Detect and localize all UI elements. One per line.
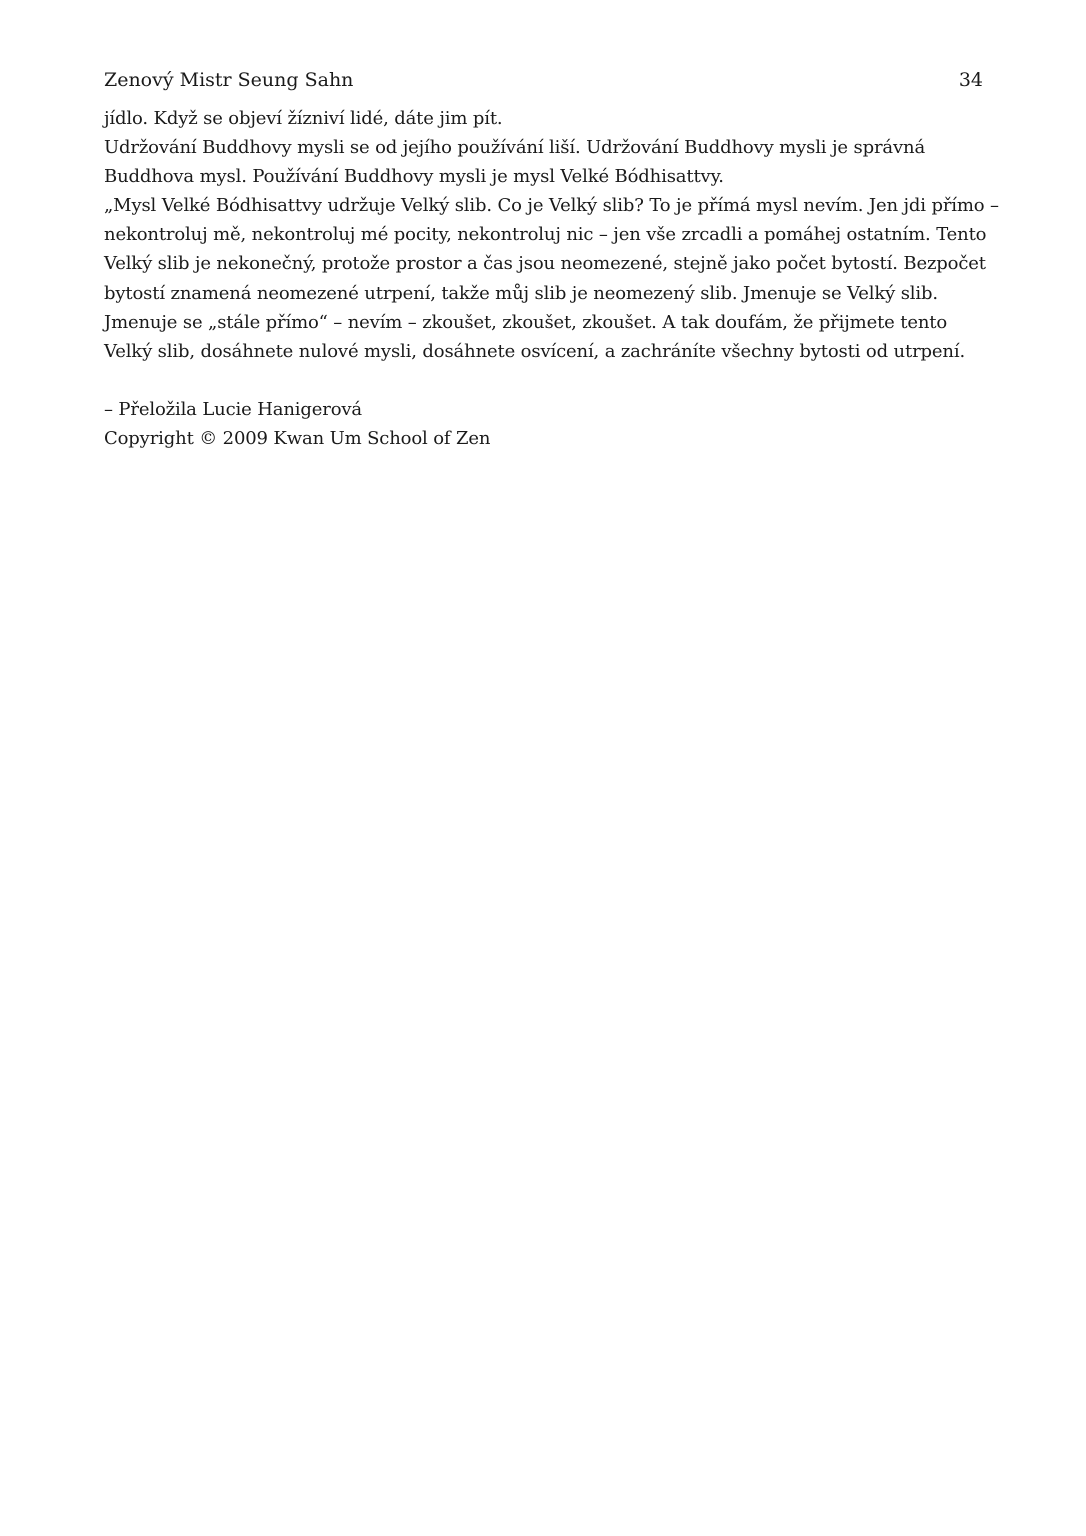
text-line: Buddhova mysl. Používání Buddhovy mysli je mysl Velké Bódhisattvy. [104,166,724,188]
copyright-notice: Copyright © 2009 Kwan Um School of Zen [104,428,491,450]
text-line: Jmenuje se „stále přímo“ – nevím – zkoušet, zkoušet, zkoušet. A tak doufám, že přijmete tento [104,311,948,333]
text-line: jídlo. Když se objeví žízniví lidé, dáte jim pít. [104,108,503,129]
text-line: Udržování Buddhovy mysli se od jejího používání liší. Udržování Buddhovy mysli je správná [104,137,926,159]
paragraph-gap [104,366,984,395]
header-title: Zenový Mistr Seung Sahn [104,69,354,91]
body-text [104,104,999,453]
text-line: Velký slib je nekonečný, protože prostor a čas jsou neomezené, stejně jako počet bytostí. Bezpočet [104,253,986,275]
text-line: „Mysl Velké Bódhisattvy udržuje Velký slib. Co je Velký slib? To je přímá mysl nevím. Jen jdi přímo – [104,195,999,217]
text-line: Velký slib, dosáhnete nulové mysli, dosáhnete osvícení, a zachráníte všechny bytosti od utrpení. [104,340,966,362]
translator-credit: – Přeložila Lucie Hanigerová [104,398,362,420]
page-number: 34 [958,69,983,91]
text-line: bytostí znamená neomezené utrpení, takže můj slib je neomezený slib. Jmenuje se Velký slib. [104,282,938,304]
running-header [104,66,983,94]
text-line: nekontroluj mě, nekontroluj mé pocity, nekontroluj nic – jen vše zrcadli a pomáhej ostatním. Tento [104,224,987,246]
